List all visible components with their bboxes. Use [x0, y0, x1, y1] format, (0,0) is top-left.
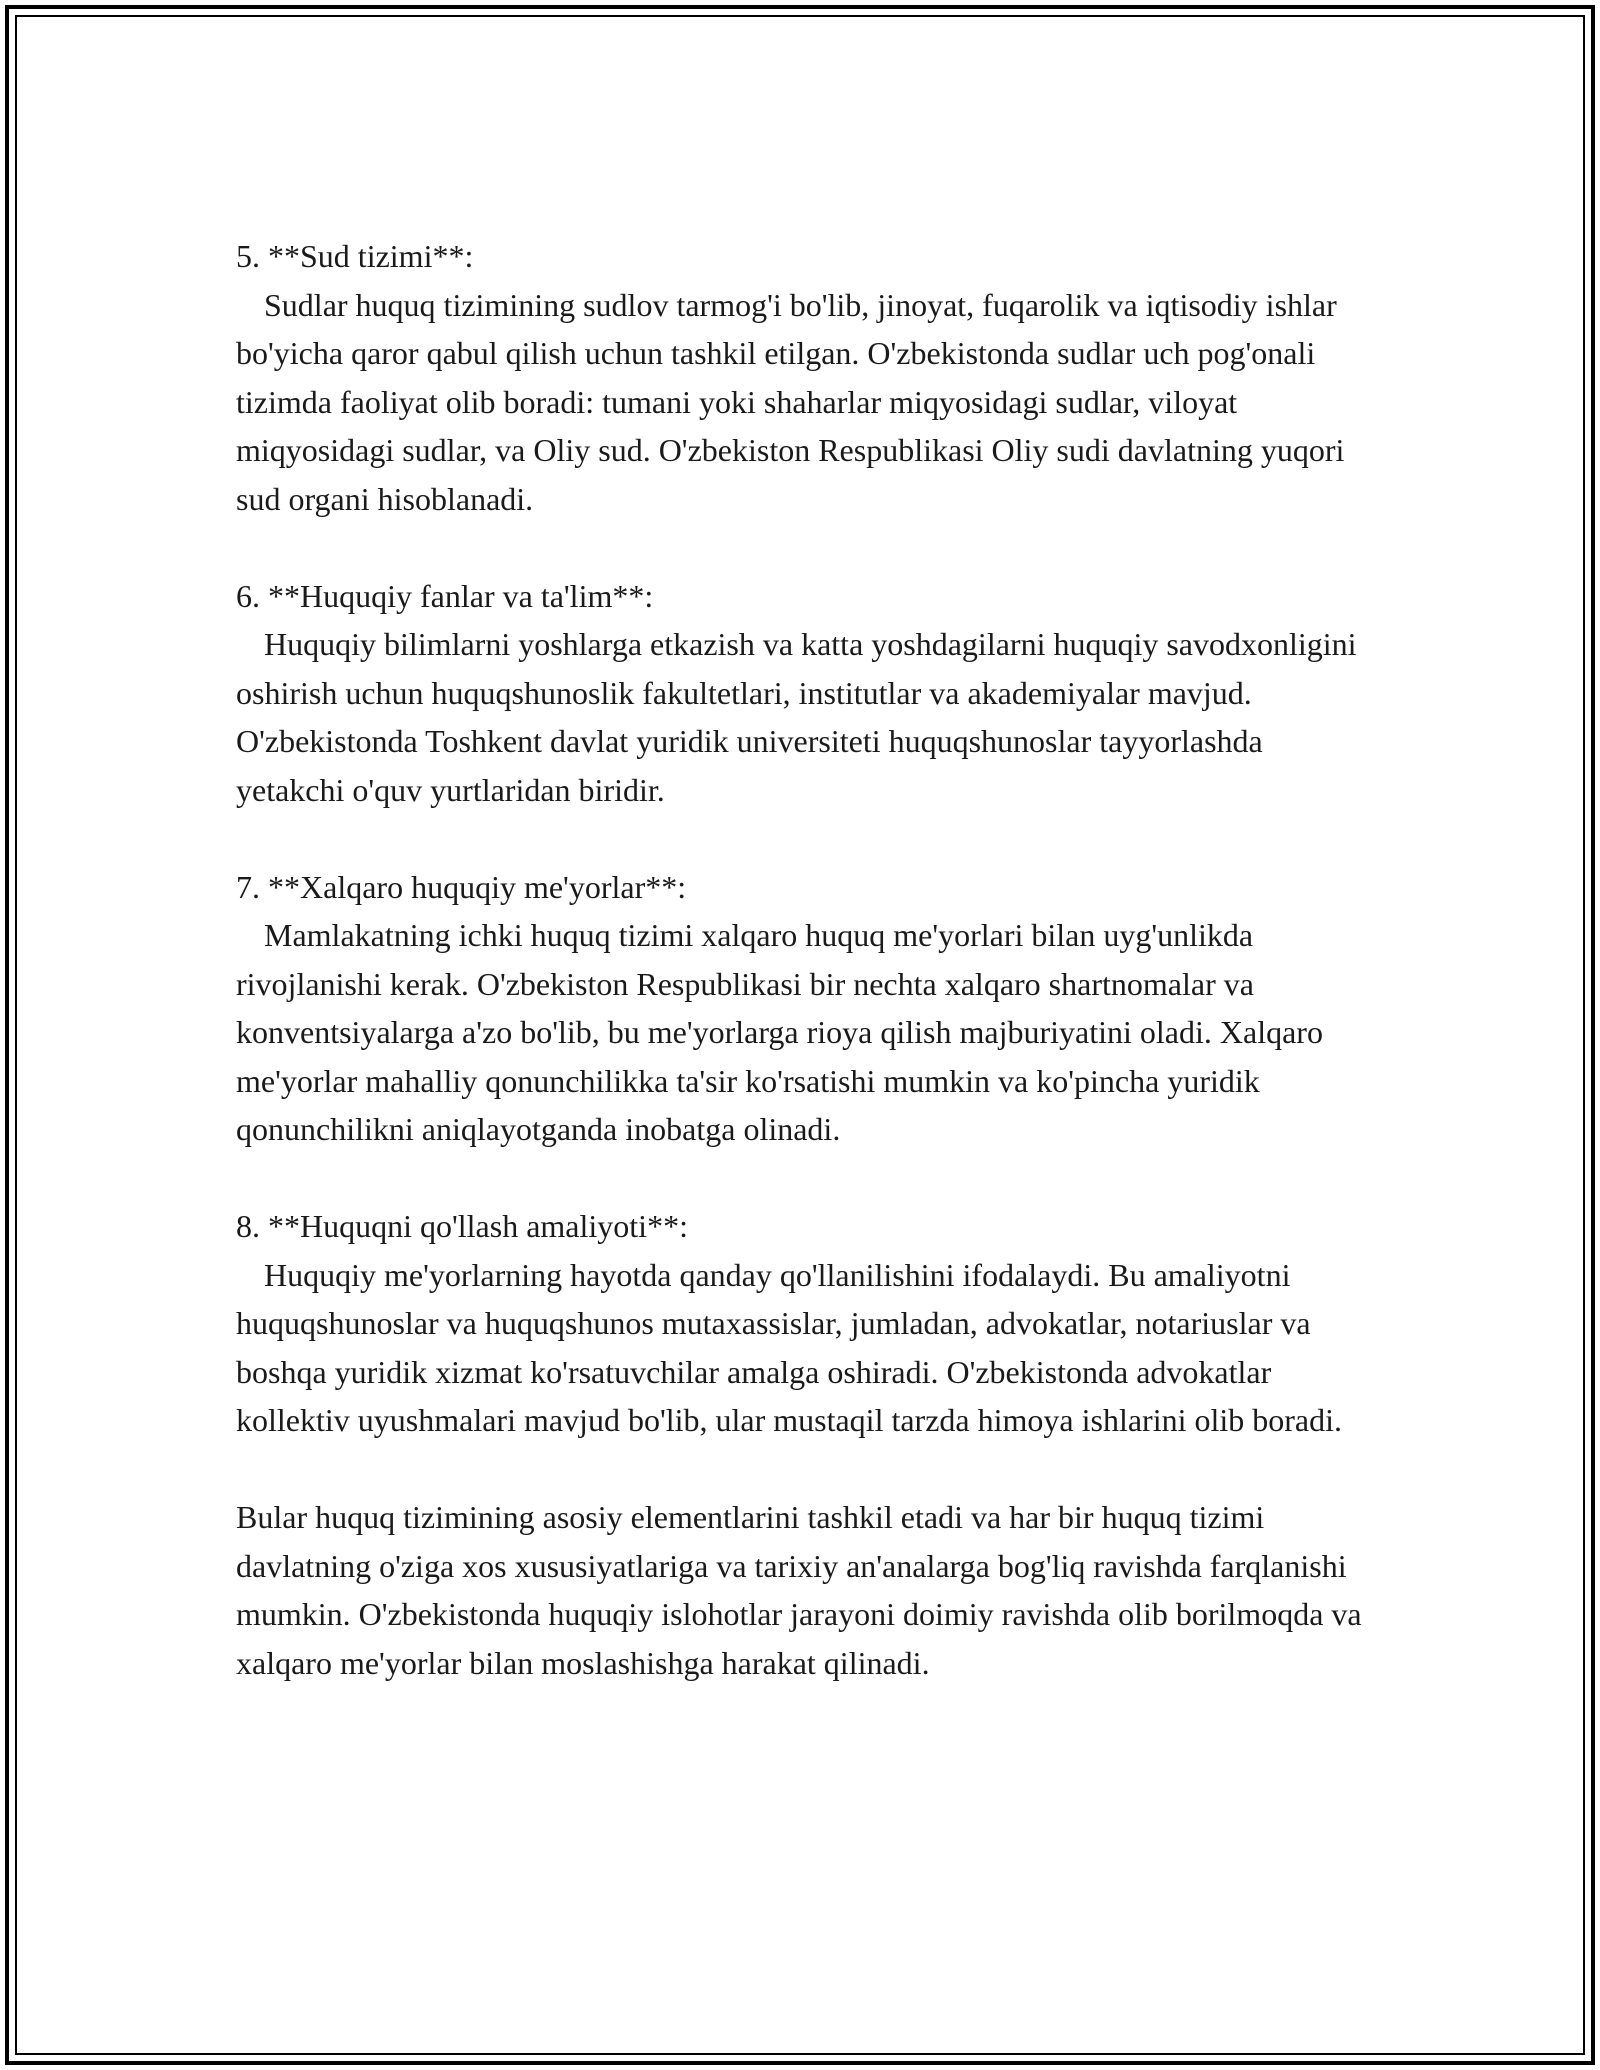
section-paragraph: Huquqiy me'yorlarning hayotda qanday qo'llanilishini ifodalaydi. Bu amaliyotni huquqshunoslar va huquqshunos mutaxassislar, jumladan, advokatlar, notariuslar va boshqa yuridik xizmat ko'rsatuvchilar amalga oshiradi. O'zbekistonda advokatlar kollektiv uyushmalari mavjud bo'lib, ular mustaqil tarzda himoya ishlarini olib boradi. [236, 1256, 1342, 1438]
section-heading: 8. **Huquqni qo'llash amaliyoti**: [236, 1208, 688, 1244]
closing-paragraph: Bular huquq tizimining asosiy elementlarini tashkil etadi va har bir huquq tizimi davlatning o'ziga xos xususiyatlariga va tarixiy an'analarga bog'liq ravishda farqlanishi mumkin. O'zbekistonda huquqiy islohotlar jarayoni doimiy ravishda olib borilmoqda va xalqaro me'yorlar bilan moslashishga harakat qilinadi. [236, 1499, 1362, 1681]
section-huquqni-qollash [236, 1202, 1376, 1445]
section-heading: 5. **Sud tizimi**: [236, 238, 474, 274]
section-heading: 6. **Huquqiy fanlar va ta'lim**: [236, 577, 654, 614]
section-paragraph: Sudlar huquq tizimining sudlov tarmog'i bo'lib, jinoyat, fuqarolik va iqtisodiy ishlar bo'yicha qaror qabul qilish uchun tashkil etilgan. O'zbekistonda sudlar uch pog'onali tizimda faoliyat olib boradi: tumani yoki shaharlar miqyosidagi sudlar, viloyat miqyosidagi sudlar, va Oliy sud. O'zbekiston Respublikasi Oliy sudi davlatning yuqori sud organi hisoblanadi. [236, 286, 1345, 517]
section-paragraph: Huquqiy bilimlarni yoshlarga etkazish va katta yoshdagilarni huquqiy savodxonligini oshirish uchun huquqshunoslik fakultetlari, institutlar va akademiyalar mavjud. O'zbekistonda Toshkent davlat yuridik universiteti huquqshunoslar tayyorlashda yetakchi o'quv yurtlaridan biridir. [236, 626, 1357, 808]
section-xalqaro-meyorlar [236, 863, 1376, 1154]
section-huquqiy-fanlar [236, 572, 1376, 815]
section-heading: 7. **Xalqaro huquqiy me'yorlar**: [236, 868, 687, 905]
closing-section [236, 1493, 1376, 1687]
document-body [236, 232, 1376, 1687]
section-paragraph: Mamlakatning ichki huquq tizimi xalqaro huquq me'yorlari bilan uyg'unlikda rivojlanishi kerak. O'zbekiston Respublikasi bir nechta xalqaro shartnomalar va konventsiyalarga a'zo bo'lib, bu me'yorlarga rioya qilish majburiyatini oladi. Xalqaro me'yorlar mahalliy qonunchilikka ta'sir ko'rsatishi mumkin va ko'pincha yuridik qonunchilikni aniqlayotganda inobatga olinadi. [236, 917, 1323, 1147]
section-sud-tizimi [236, 232, 1376, 523]
